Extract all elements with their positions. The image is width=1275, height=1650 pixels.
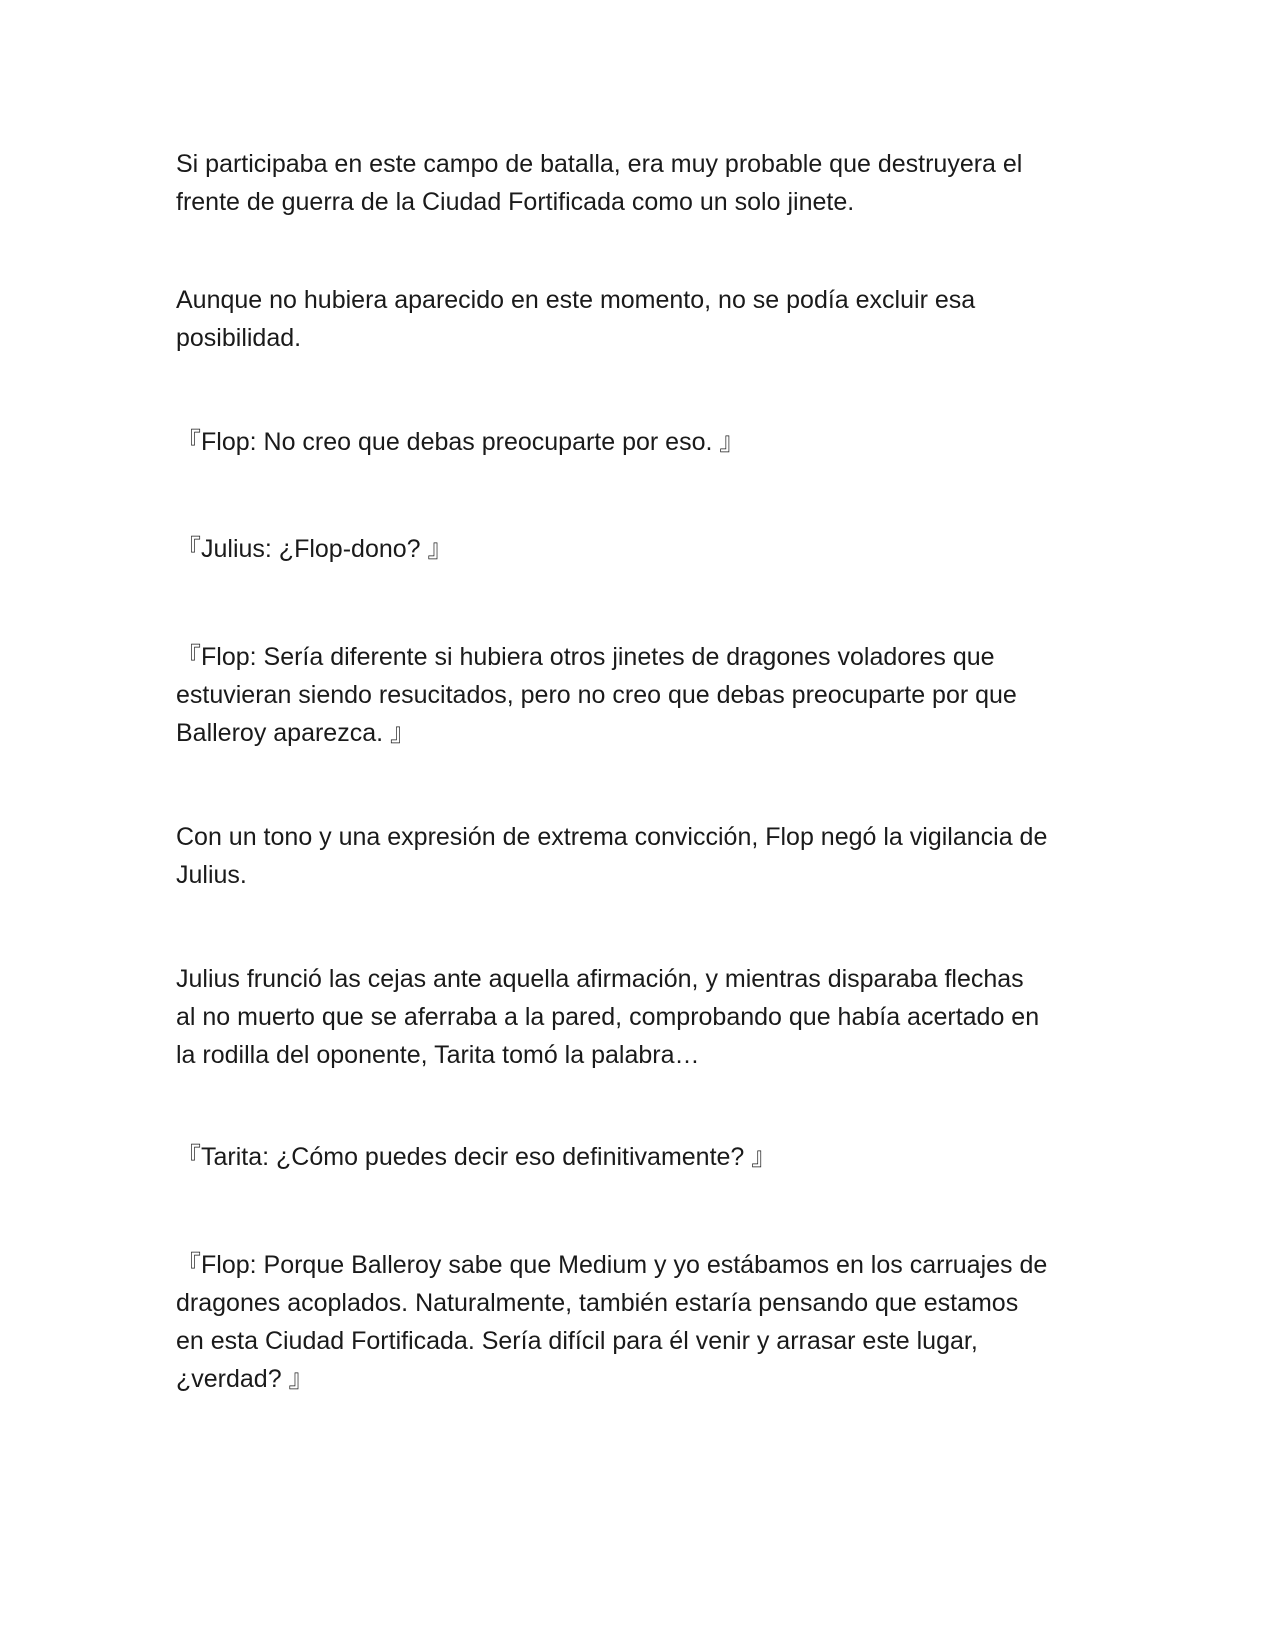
dialogue-tarita-1: 『Tarita: ¿Cómo puedes decir eso definitivamente? 』 xyxy=(176,1143,777,1171)
narration-paragraph-3: Con un tono y una expresión de extrema convicción, Flop negó la vigilancia de Julius. xyxy=(176,823,1048,889)
dialogue-flop-2: 『Flop: Sería diferente si hubiera otros jinetes de dragones voladores que estuvieran siendo resucitados, pero no creo que debas preocuparte por que Balleroy aparezca. 』 xyxy=(176,643,1017,747)
narration-paragraph-1: Si participaba en este campo de batalla, era muy probable que destruyera el frente de guerra de la Ciudad Fortificada como un solo jinete. xyxy=(176,150,1023,216)
dialogue-julius-1: 『Julius: ¿Flop-dono? 』 xyxy=(176,535,453,563)
dialogue-flop-1: 『Flop: No creo que debas preocuparte por eso. 』 xyxy=(176,428,745,456)
dialogue-flop-3: 『Flop: Porque Balleroy sabe que Medium y yo estábamos en los carruajes de dragones acoplados. Naturalmente, también estaría pensando que estamos en esta Ciudad Fortificada. Sería difícil para él venir y arrasar este lugar, ¿verdad? 』 xyxy=(176,1251,1048,1393)
narration-paragraph-2: Aunque no hubiera aparecido en este momento, no se podía excluir esa posibilidad. xyxy=(176,286,976,352)
narration-paragraph-4: Julius frunció las cejas ante aquella afirmación, y mientras disparaba flechas al no muerto que se aferraba a la pared, comprobando que había acertado en la rodilla del oponente, Tarita tomó la palabra… xyxy=(176,965,1040,1069)
